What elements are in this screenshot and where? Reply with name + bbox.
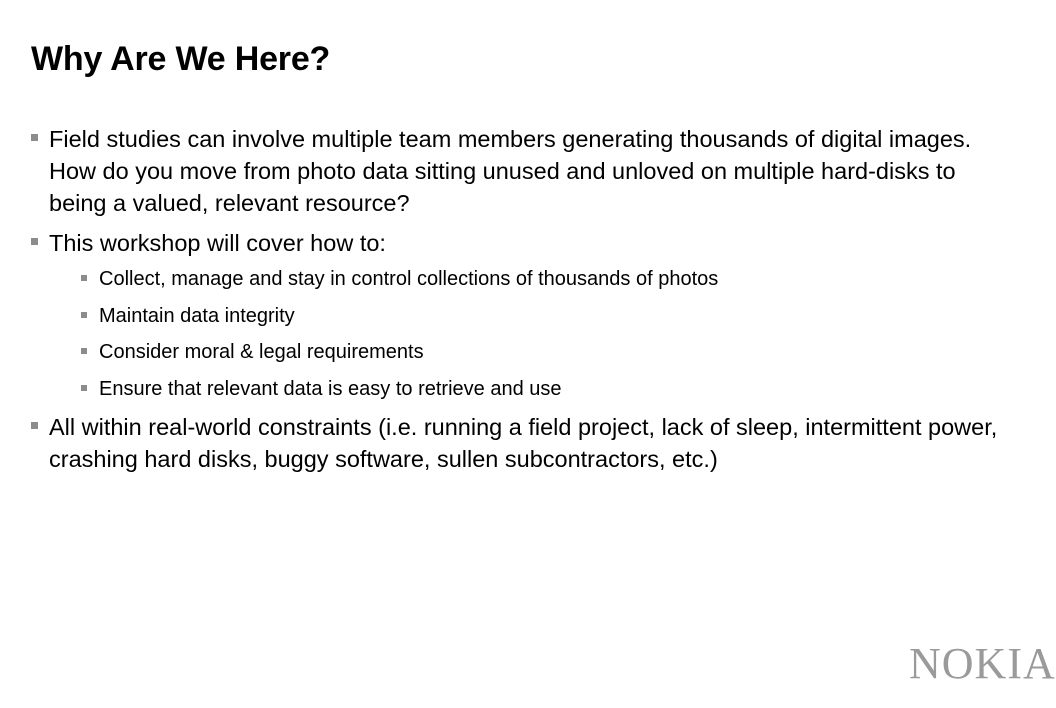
bullet-text: This workshop will cover how to: (49, 230, 386, 256)
bullet-text: Field studies can involve multiple team members generating thousands of digital images. How do you move from photo data sitting unused and unloved on multiple hard-disks to being a valued, relevant resource? (49, 126, 972, 216)
sub-bullet-item (81, 302, 1001, 330)
bullet-text: All within real-world constraints (i.e. running a field project, lack of sleep, intermittent power, crashing hard disks, buggy software, sullen subcontractors, etc.) (49, 414, 998, 472)
square-bullet-icon (81, 275, 87, 281)
bullet-item (31, 123, 1001, 219)
sub-bullet-text: Maintain data integrity (99, 304, 295, 327)
bullet-item (31, 411, 1001, 475)
square-bullet-icon (81, 348, 87, 354)
sub-bullet-item (81, 338, 1001, 366)
square-bullet-icon (31, 238, 38, 245)
bullet-item (31, 227, 1001, 403)
sub-bullet-list (49, 265, 1001, 403)
bullet-list (31, 123, 1001, 475)
sub-bullet-text: Collect, manage and stay in control collections of thousands of photos (99, 268, 719, 290)
nokia-logo: NOKIA (909, 639, 1056, 688)
sub-bullet-text: Consider moral & legal requirements (99, 341, 424, 363)
square-bullet-icon (81, 312, 87, 318)
square-bullet-icon (81, 385, 87, 391)
square-bullet-icon (31, 134, 38, 141)
sub-bullet-item (81, 265, 1001, 293)
square-bullet-icon (31, 422, 38, 429)
sub-bullet-item (81, 375, 1001, 403)
sub-bullet-text: Ensure that relevant data is easy to retrieve and use (99, 377, 562, 400)
slide-title: Why Are We Here? (31, 40, 331, 78)
